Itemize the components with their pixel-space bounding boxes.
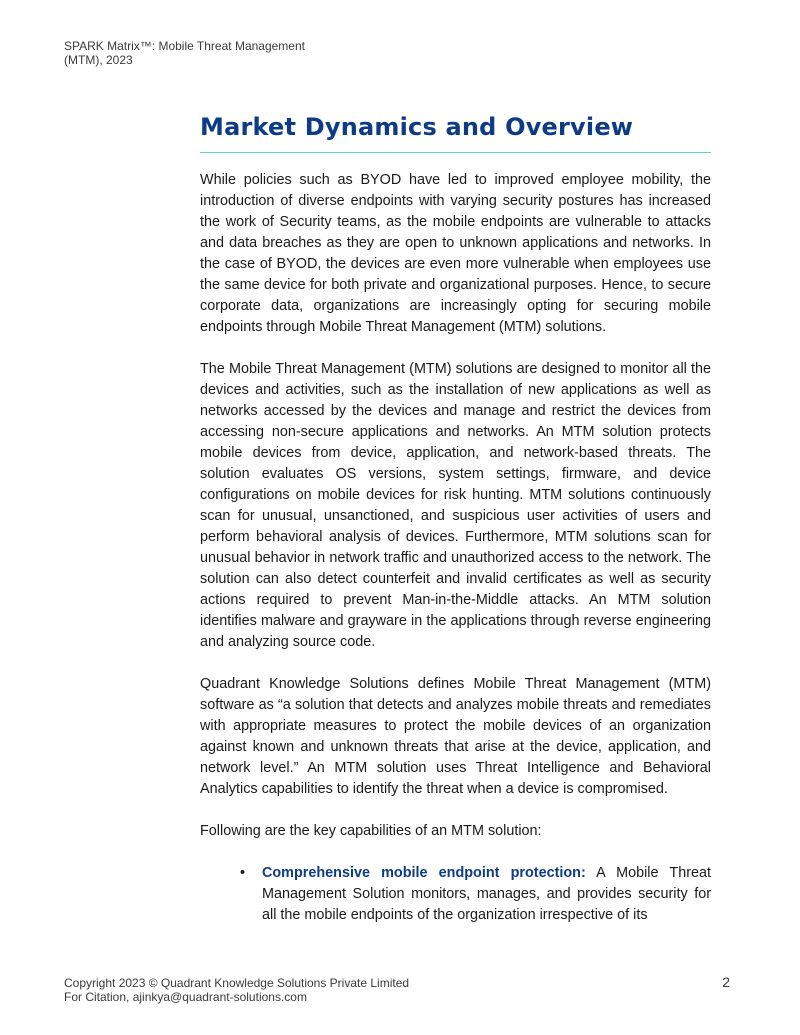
paragraph-byod: While policies such as BYOD have led to improved employee mobility, the introduction of diverse endpoints with varying security postures has increased the work of Security teams, as the mobile endpoints are vulnerable to attacks and data breaches as they are open to unknown applications and networks. In the case of BYOD, the devices are even more vulnerable when employees use the same device for both private and organizational purposes. Hence, to secure corporate data, organizations are increasingly opting for securing mobile endpoints through Mobile Threat Management (MTM) solutions. <box>200 172 711 335</box>
header-line-1: SPARK Matrix™: Mobile Threat Management <box>64 39 305 53</box>
list-item <box>240 863 711 926</box>
title-underline <box>200 152 711 153</box>
paragraph-capabilities-intro: Following are the key capabilities of an MTM solution: <box>200 823 542 839</box>
bullet-title: Comprehensive mobile endpoint protection: <box>262 865 586 881</box>
page-number: 2 <box>722 974 730 990</box>
bullet-icon: • <box>240 865 246 881</box>
footer-citation: For Citation, ajinkya@quadrant-solutions.com <box>64 990 307 1004</box>
header-line-2: (MTM), 2023 <box>64 53 133 67</box>
running-header <box>64 39 364 67</box>
bullet-text: A Mobile Threat Management Solution monitors, manages, and provides security for all the mobile endpoints of the organization irrespective of its <box>262 865 711 923</box>
paragraph-definition: Quadrant Knowledge Solutions defines Mobile Threat Management (MTM) software as “a solution that detects and analyzes mobile threats and remediates with appropriate measures to protect the mobile devices of an organization against known and unknown threats that arise at the device, application, and network level.” An MTM solution uses Threat Intelligence and Behavioral Analytics capabilities to identify the threat when a device is compromised. <box>200 676 711 797</box>
page-footer <box>64 976 564 1004</box>
section-title: Market Dynamics and Overview <box>200 113 634 141</box>
body-content <box>200 170 711 926</box>
paragraph-mtm-solutions: The Mobile Threat Management (MTM) solutions are designed to monitor all the devices and activities, such as the installation of new applications as well as networks accessed by the devices and manage and restrict the devices from accessing non-secure applications and networks. An MTM solution protects mobile devices from device, application, and network-based threats. The solution evaluates OS versions, system settings, firmware, and device configurations on mobile devices for risk hunting. MTM solutions continuously scan for unusual, unsanctioned, and suspicious user activities of users and perform behavioral analysis of devices. Furthermore, MTM solutions scan for unusual behavior in network traffic and unauthorized access to the network. The solution can also detect counterfeit and invalid certificates as well as security actions required to prevent Man-in-the-Middle attacks. An MTM solution identifies malware and grayware in the applications through reverse engineering and analyzing source code. <box>200 361 711 650</box>
footer-copyright: Copyright 2023 © Quadrant Knowledge Solutions Private Limited <box>64 976 410 990</box>
capabilities-list <box>200 863 711 926</box>
